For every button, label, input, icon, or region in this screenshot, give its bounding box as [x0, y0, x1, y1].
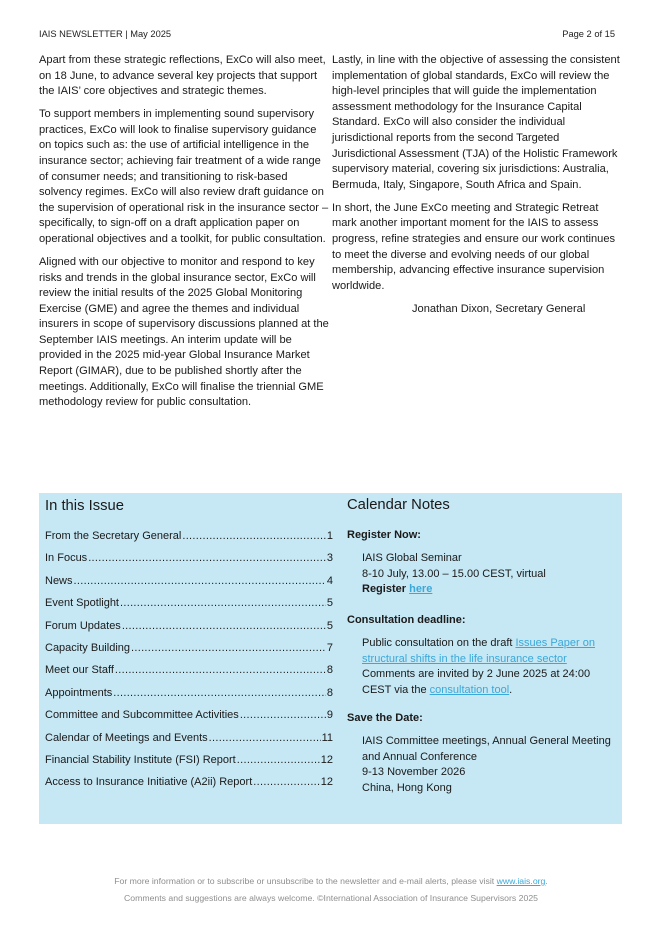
register-heading: Register Now:	[347, 529, 421, 541]
article-paragraph: Apart from these strategic reflections, ExCo will also meet, on 18 June, to advance several key projects that support the IAIS’ core objectives and strategic themes.	[39, 54, 326, 98]
toc-item-page: 7	[326, 641, 333, 654]
toc-leader-dots	[115, 664, 326, 676]
toc-item-label: Calendar of Meetings and Events	[45, 731, 208, 744]
toc-leader-dots	[131, 642, 326, 654]
toc-item[interactable]	[45, 732, 333, 754]
toc-item[interactable]	[45, 709, 333, 731]
toc-item-page: 11	[321, 731, 333, 744]
toc-item-label: Committee and Subcommittee Activities	[45, 709, 239, 722]
toc-leader-dots	[209, 732, 321, 744]
save-date-dates: 9-13 November 2026	[362, 766, 466, 779]
toc-item[interactable]	[45, 575, 333, 597]
article-paragraph: To support members in implementing sound supervisory practices, ExCo will look to finalise supervisory guidance on topics such as: the use of artificial intelligence in the insurance sector; achieving fair treatment of a wide range of consumer needs; and transitioning to risk-based solvency regimes. ExCo will also review draft guidance on the supervision of operational risk in the insurance sector – specifically, to sign-off on a draft application paper on operational objectives and a toolkit, for public consultation.	[39, 108, 329, 245]
toc-item[interactable]	[45, 620, 333, 642]
calendar-title: Calendar Notes	[347, 497, 450, 513]
article-column-right	[332, 53, 624, 325]
save-date-section	[347, 711, 622, 797]
toc-item-label: Event Spotlight	[45, 597, 119, 610]
period: .	[545, 876, 548, 886]
toc-item-page: 8	[326, 686, 333, 699]
toc-leader-dots	[113, 687, 326, 699]
footer-copyright: Comments and suggestions are always welcome. ©International Association of Insurance Supervisors 2025	[124, 893, 538, 903]
toc-leader-dots	[253, 776, 319, 788]
toc-leader-dots	[122, 620, 326, 632]
consultation-text: Public consultation on the draft	[362, 636, 516, 649]
toc-item[interactable]	[45, 687, 333, 709]
toc-item-label: Access to Insurance Initiative (A2ii) Report	[45, 776, 253, 789]
toc-leader-dots	[182, 530, 326, 542]
toc-leader-dots	[88, 552, 326, 564]
issues-paper-link[interactable]: Issues Paper on structural shifts in the life insurance sector	[362, 636, 595, 665]
toc-title: In this Issue	[45, 498, 124, 514]
toc-item-page: 12	[320, 776, 333, 789]
consultation-tool-link[interactable]: consultation tool	[429, 684, 510, 697]
toc-item-page: 5	[326, 619, 333, 632]
toc-item-page: 4	[326, 574, 333, 587]
toc-item-page: 5	[326, 597, 333, 610]
toc-item-label: Capacity Building	[45, 641, 130, 654]
toc-leader-dots	[74, 575, 326, 587]
page-number: Page 2 of 15	[562, 29, 615, 39]
consultation-comments: Comments are invited by 2 June 2025 at 24:00 CEST via the	[362, 668, 591, 697]
signature: Jonathan Dixon, Secretary General	[412, 302, 586, 315]
toc-item[interactable]	[45, 642, 333, 664]
toc-item[interactable]	[45, 754, 333, 776]
toc-item[interactable]	[45, 552, 333, 574]
save-date-location: China, Hong Kong	[362, 782, 452, 795]
consultation-heading: Consultation deadline:	[347, 614, 466, 626]
toc-item-label: News	[45, 574, 73, 587]
newsletter-title: IAIS NEWSLETTER | May 2025	[39, 29, 172, 39]
save-date-heading: Save the Date:	[347, 712, 423, 724]
register-event: IAIS Global Seminar	[362, 551, 462, 564]
iais-website-link[interactable]: www.iais.org	[496, 876, 546, 886]
toc-item[interactable]	[45, 530, 333, 552]
toc-leader-dots	[240, 709, 326, 721]
toc-item-page: 9	[326, 709, 333, 722]
toc-leader-dots	[120, 597, 326, 609]
footer-info-text: For more information or to subscribe or unsubscribe to the newsletter and e-mail alerts, please visit	[114, 876, 497, 886]
consultation-section	[347, 613, 622, 699]
toc-item-page: 8	[326, 664, 333, 677]
toc-item-page: 1	[326, 530, 333, 542]
register-section	[347, 528, 622, 598]
article-paragraph: Lastly, in line with the objective of assessing the consistent implementation of global standards, ExCo will review the high-level principles that will guide the implementation assessment methodology for the Insurance Capital Standard. ExCo will also consider the individual jurisdictional reports from the second Targeted Jurisdictional Assessment (TJA) of the Holistic Framework supervisory material, covering six jurisdictions: Australia, Bermuda, Italy, Singapore, South Africa and Spain.	[332, 54, 620, 191]
article-column-left	[39, 53, 331, 418]
save-date-event: IAIS Committee meetings, Annual General Meeting and Annual Conference	[362, 734, 611, 763]
info-box	[39, 493, 622, 824]
period: .	[509, 684, 513, 697]
toc-item-label: Appointments	[45, 686, 113, 699]
toc-item-page: 12	[320, 753, 333, 766]
register-dates: 8-10 July, 13.00 – 15.00 CEST, virtual	[362, 567, 546, 580]
toc-leader-dots	[237, 754, 320, 766]
toc-item-page: 3	[326, 552, 333, 565]
toc-item[interactable]	[45, 776, 333, 798]
register-here-link[interactable]: here	[409, 583, 433, 596]
toc-list	[45, 530, 333, 799]
toc-item-label: Forum Updates	[45, 619, 121, 632]
toc-item-label: Meet our Staff	[45, 664, 114, 677]
toc-item-label: In Focus	[45, 552, 88, 565]
register-label: Register	[362, 583, 407, 596]
toc-item[interactable]	[45, 597, 333, 619]
page-footer	[0, 873, 662, 907]
toc-item-label: Financial Stability Institute (FSI) Report	[45, 753, 236, 766]
toc-item-label: From the Secretary General	[45, 530, 182, 542]
article-paragraph: In short, the June ExCo meeting and Strategic Retreat mark another important moment for the IAIS to assess progress, refine strategies and ensure our work continues to meet the diverse and evolving needs of our global membership, advancing effective insurance supervision worldwide.	[332, 201, 616, 292]
toc-item[interactable]	[45, 664, 333, 686]
article-paragraph: Aligned with our objective to monitor and respond to key risks and trends in the global insurance sector, ExCo will review the initial results of the 2025 Global Monitoring Exercise (GME) and agree the themes and individual insurers in scope of supervisory discussions planned at the September IAIS meetings. An interim update will be provided in the 2025 mid-year Global Insurance Market Report (GIMAR), due to be published shortly after the meetings. Additionally, ExCo will finalise the triennial GME methodology review for public consultation.	[39, 255, 329, 409]
